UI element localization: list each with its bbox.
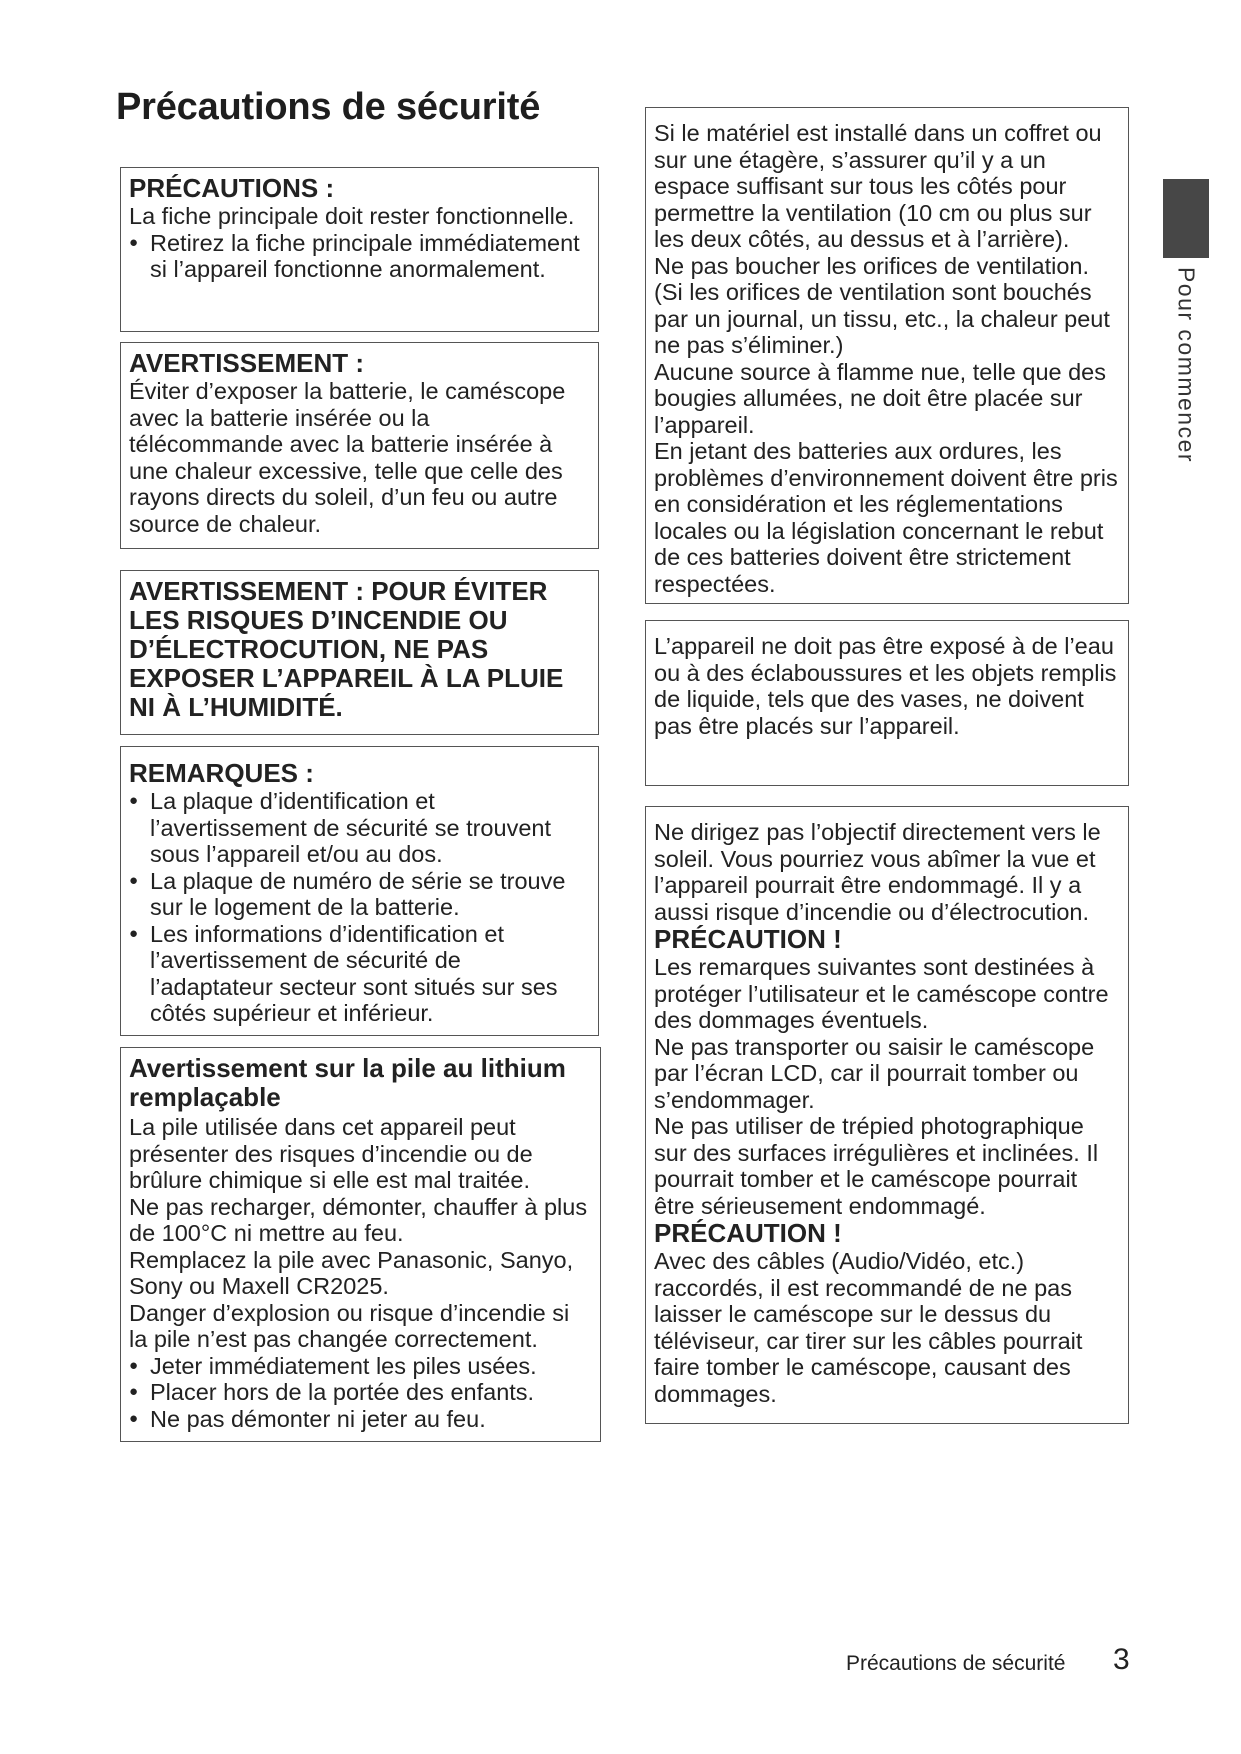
avertissement-incendie-box	[120, 570, 599, 735]
objectif-paragraph: Ne pas transporter ou saisir le caméscope par l’écran LCD, car il pourrait tomber ou s’endommager.	[654, 1033, 1095, 1113]
page-title: Précautions de sécurité	[116, 86, 541, 128]
pile-lithium-heading: Avertissement sur la pile au lithium remplaçable	[129, 1053, 566, 1112]
objectif-paragraph: Les remarques suivantes sont destinées à protéger l’utilisateur et le caméscope contre des dommages éventuels.	[654, 954, 1109, 1033]
pile-lithium-bullets	[129, 1353, 592, 1433]
pile-lithium-paragraph: Remplacez la pile avec Panasonic, Sanyo, Sony ou Maxell CR2025.	[129, 1246, 574, 1299]
list-item: ● Les informations d’identification et l’avertissement de sécurité de l’adaptateur secteur sont situés sur ses côtés supérieur et inférieur.	[129, 921, 590, 1027]
precautions-box	[120, 167, 599, 332]
page-number: 3	[1113, 1643, 1130, 1676]
avertissement-heading: AVERTISSEMENT :	[129, 348, 364, 378]
list-item: ● Placer hors de la portée des enfants.	[129, 1379, 592, 1406]
pile-lithium-box	[120, 1047, 601, 1442]
eau-text: L’appareil ne doit pas être exposé à de l’eau ou à des éclaboussures et les objets remplis de liquide, tels que des vases, ne doivent pas être placés sur l’appareil.	[654, 633, 1117, 739]
remarques-bullets	[129, 788, 590, 1027]
precaution-heading: PRÉCAUTION !	[654, 924, 842, 954]
eau-box	[645, 620, 1129, 786]
list-item: ● La plaque de numéro de série se trouve sur le logement de la batterie.	[129, 868, 590, 921]
objectif-paragraph: Ne pas utiliser de trépied photographique sur des surfaces irrégulières et inclinées. Il pourrait tomber et le caméscope pourrait être sérieusement endommagé.	[654, 1113, 1099, 1219]
section-tab-marker	[1163, 179, 1209, 258]
objectif-paragraph: Avec des câbles (Audio/Vidéo, etc.) raccordés, il est recommandé de ne pas laisser le caméscope sur le dessus du téléviseur, car tirer sur les câbles pourrait faire tomber le caméscope, causant des dommages.	[654, 1248, 1083, 1407]
list-item: ● Jeter immédiatement les piles usées.	[129, 1353, 592, 1380]
objectif-box	[645, 806, 1129, 1424]
section-tab-text: Pour commencer	[1173, 266, 1200, 464]
footer-title: Précautions de sécurité	[846, 1652, 1066, 1675]
ventilation-paragraph: Ne pas boucher les orifices de ventilation.	[654, 252, 1089, 279]
pile-lithium-paragraph: Danger d’explosion ou risque d’incendie si la pile n’est pas changée correctement.	[129, 1299, 570, 1352]
ventilation-paragraph: Aucune source à flamme nue, telle que des bougies allumées, ne doit être placée sur l’appareil.	[654, 358, 1106, 438]
list-item: ● La plaque d’identification et l’avertissement de sécurité se trouvent sous l’appareil et/ou au dos.	[129, 788, 590, 868]
precautions-text: La fiche principale doit rester fonctionnelle.	[129, 203, 575, 229]
precautions-heading: PRÉCAUTIONS :	[129, 173, 335, 203]
ventilation-paragraph: Si le matériel est installé dans un coffret ou sur une étagère, s’assurer qu’il y a un espace suffisant sur tous les côtés pour permettre la ventilation (10 cm ou plus sur les deux côtés, au dessus et à l’arrière).	[654, 120, 1102, 252]
ventilation-box	[645, 107, 1129, 604]
avertissement-box	[120, 342, 599, 549]
pile-lithium-paragraph: La pile utilisée dans cet appareil peut présenter des risques d’incendie ou de brûlure chimique si elle est mal traitée.	[129, 1114, 533, 1193]
list-item: ● Retirez la fiche principale immédiatement si l’appareil fonctionne anormalement.	[129, 230, 590, 283]
avertissement-incendie-heading: AVERTISSEMENT : POUR ÉVITER LES RISQUES D’INCENDIE OU D’ÉLECTROCUTION, NE PAS EXPOSER L’APPAREIL À LA PLUIE NI À L’HUMIDITÉ.	[129, 576, 564, 722]
ventilation-paragraph: (Si les orifices de ventilation sont bouchés par un journal, un tissu, etc., la chaleur peut ne pas s’éliminer.)	[654, 279, 1110, 358]
list-item: ● Ne pas démonter ni jeter au feu.	[129, 1406, 592, 1433]
pile-lithium-paragraph: Ne pas recharger, démonter, chauffer à plus de 100°C ni mettre au feu.	[129, 1193, 588, 1246]
objectif-intro: Ne dirigez pas l’objectif directement vers le soleil. Vous pourriez vous abîmer la vue et l’appareil pourrait être endommagé. Il y a aussi risque d’incendie ou d’électrocution.	[654, 819, 1101, 925]
avertissement-text: Éviter d’exposer la batterie, le caméscope avec la batterie insérée ou la télécommande avec la batterie insérée à une chaleur excessive, telle que celle des rayons directs du soleil, d’un feu ou autre source de chaleur.	[129, 378, 566, 537]
ventilation-paragraph: En jetant des batteries aux ordures, les problèmes d’environnement doivent être pris en considération et les réglementations locales ou la législation concernant le rebut de ces batteries doivent être strictement respectées.	[654, 438, 1118, 597]
precaution-heading: PRÉCAUTION !	[654, 1218, 842, 1248]
precautions-bullets	[129, 230, 590, 283]
remarques-box	[120, 746, 599, 1036]
remarques-heading: REMARQUES :	[129, 758, 314, 788]
